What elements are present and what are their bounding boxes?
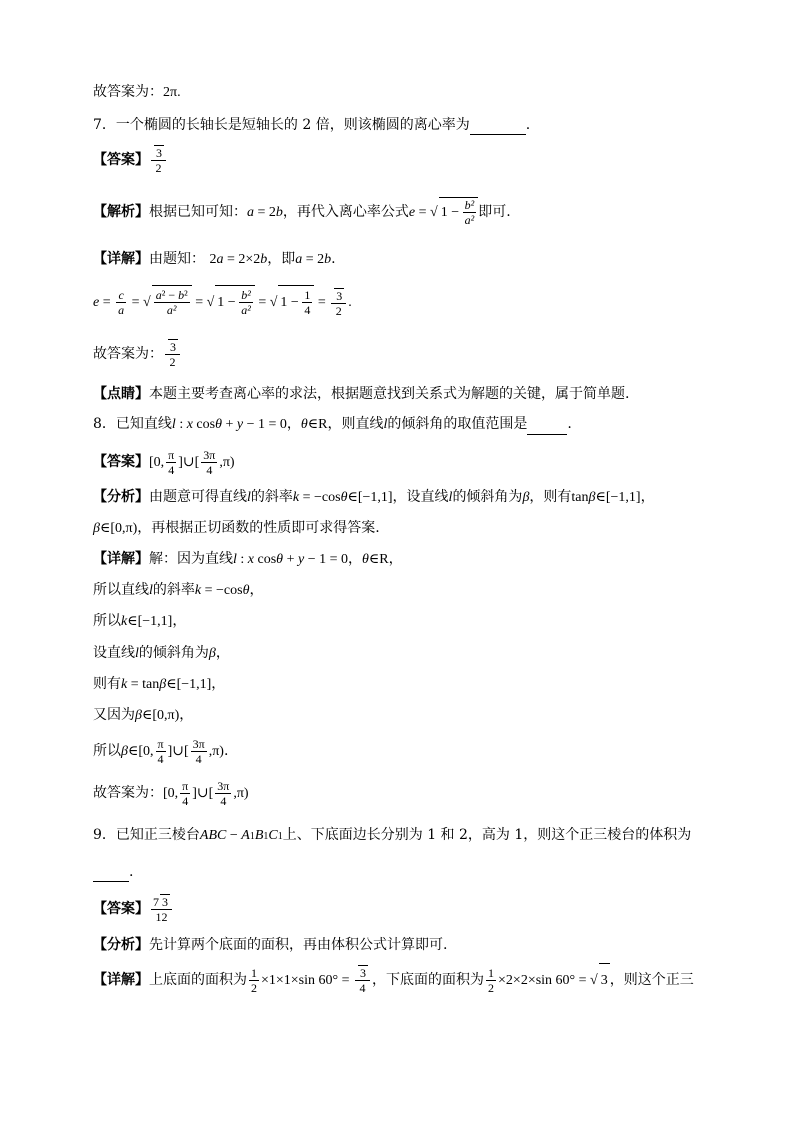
detail-tag: 【详解】 xyxy=(93,251,149,267)
q8-detail-row3: 所以k∈[−1,1]， xyxy=(93,613,187,629)
q9-detail-row1: 【详解】上底面的面积为 $\frac{1}{2}$ ×1×1×sin 60° = $\frac{3}{4}$ ，下底面的面积为 $\frac{1}{2}$ ×2×2×sin 60° = √ 3 ，则这个正三 xyxy=(93,963,694,998)
q8-analysis-row1: 【分析】由题意可得直线l的斜率k = −cosθ∈[−1,1]，设直线l的倾斜角为β，则有tanβ∈[−1,1]， xyxy=(93,489,655,505)
detail-tag: 【详解】 xyxy=(93,551,149,567)
q9-question-cont: . xyxy=(93,862,133,882)
q8-detail-row5: 则有k = tanβ∈[−1,1]， xyxy=(93,676,226,692)
q7-review-row: 【点睛】本题主要考查离心率的求法，根据题意找到关系式为解题的关键，属于简单题. xyxy=(93,386,630,402)
q7-detail-row1: 【详解】由题知： 2a = 2×2b，即a = 2b. xyxy=(93,251,336,267)
q7-question: 7．一个椭圆的长轴长是短轴长的 2 倍，则该椭圆的离心率为 . xyxy=(93,117,531,133)
q7-answer-row xyxy=(93,143,168,177)
analysis-tag: 【分析】 xyxy=(93,489,149,505)
q7-analysis-row: 【解析】根据已知可知：a = 2b，再代入离心率公式e = √ 1 − $\frac{\text{b²}}{\text{a²}}$ 即可. xyxy=(93,198,511,228)
q9-analysis-row: 【分析】先计算两个底面的面积，再由体积公式计算即可. xyxy=(93,937,448,953)
q8-answer-row: 【答案】[0, $\frac{\pi}{4}$ ]∪[ $\frac{3\pi}{4}$ ,π) xyxy=(93,447,235,477)
analysis-tag: 【分析】 xyxy=(93,937,149,953)
q8-detail-row7: 所以β∈[0, $\frac{\pi}{4}$ ]∪[ $\frac{3\pi}{4}$ ,π). xyxy=(93,736,229,766)
q8-detail-row4: 设直线l的倾斜角为β， xyxy=(93,645,230,661)
q8-final-row: 故答案为：[0, $\frac{\pi}{4}$ ]∪[ $\frac{3\pi}{4}$ ,π) xyxy=(93,778,249,808)
answer-tag: 【答案】 xyxy=(93,901,149,917)
q8-detail-row1: 【详解】解：因为直线l : x cosθ + y − 1 = 0，θ∈R， xyxy=(93,551,403,567)
q7-answer-value: $\frac{3}{2}$ xyxy=(151,145,166,175)
q8-analysis-row2: β∈[0,π)，再根据正切函数的性质即可求得答案. xyxy=(93,520,380,536)
q9-answer-row: 【答案】 $\frac{7 3}{12}$ xyxy=(93,892,174,926)
q9-question: 9．已知正三棱台ABC − A1B1C1上、下底面边长分别为 1 和 2，高为 1，则这个正三棱台的体积为 xyxy=(93,827,692,843)
q7-detail-row2: e = $\frac{c}{a}$ = √ $\frac{\text{a² − b²}}{\text{a²}}$ = √ 1 − $\frac{\text{b²}}{\text{a²}}$ = √ 1 − $\frac{1}{4}$ = $\frac{3}{2}$ . xyxy=(93,285,352,320)
answer-tag: 【答案】 xyxy=(93,152,149,168)
q8-detail-row2: 所以直线l的斜率k = −cosθ， xyxy=(93,582,264,598)
answer-tag: 【答案】 xyxy=(93,454,149,470)
detail-tag: 【详解】 xyxy=(93,972,149,988)
q8-detail-row6: 又因为β∈[0,π)， xyxy=(93,707,194,723)
review-tag: 【点睛】 xyxy=(93,386,149,402)
q8-question: 8．已知直线l : x cosθ + y − 1 = 0，θ∈R，则直线l的倾斜角的取值范围是 . xyxy=(93,414,572,435)
q6-final-answer: 故答案为：2π. xyxy=(93,84,181,100)
q7-final-row: 故答案为： $\frac{3}{2}$ xyxy=(93,337,182,371)
analysis-tag: 【解析】 xyxy=(93,204,149,220)
